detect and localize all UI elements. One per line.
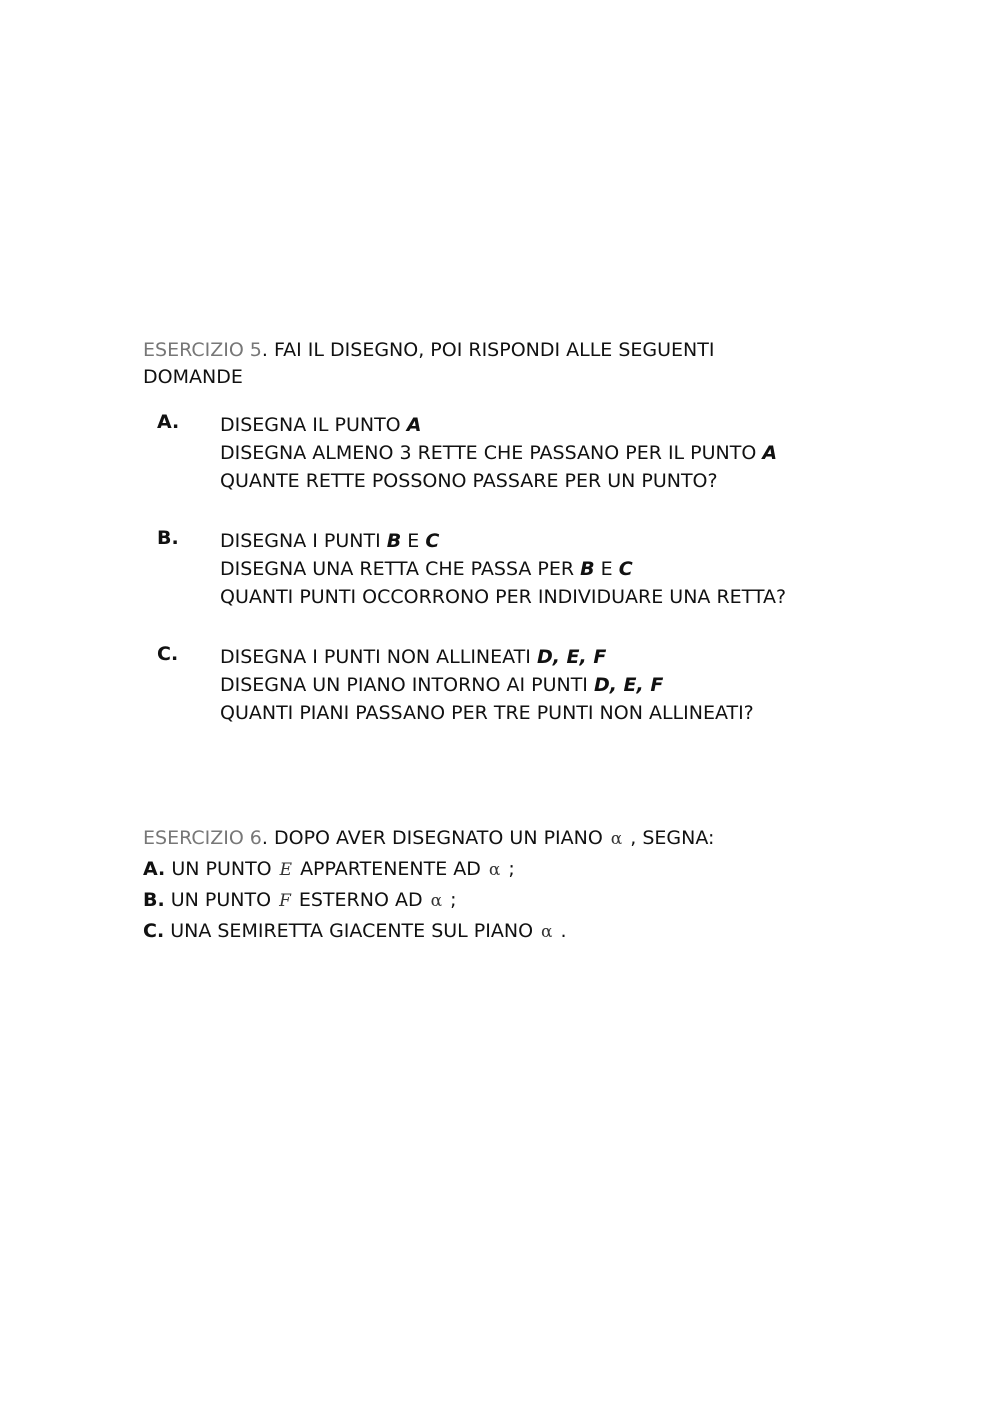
exercise-5-instruction: . FAI IL DISEGNO, POI RISPONDI ALLE SEGUENTI <box>261 339 715 361</box>
item-line-3: QUANTI PUNTI OCCORRONO PER INDIVIDUARE UNA RETTA? <box>220 586 787 608</box>
exercise-5-instruction-line2: DOMANDE <box>143 366 243 388</box>
exercise-6 <box>143 823 903 947</box>
item-line-3: QUANTE RETTE POSSONO PASSARE PER UN PUNTO? <box>220 470 718 492</box>
exercise-5-label: ESERCIZIO 5 <box>143 339 262 361</box>
item-line-3: QUANTI PIANI PASSANO PER TRE PUNTI NON ALLINEATI? <box>220 702 754 724</box>
item-letter: C. <box>157 643 179 665</box>
alpha-symbol: α <box>610 829 623 849</box>
point-f-symbol: F <box>279 891 291 911</box>
item-line-2: DISEGNA UNA RETTA CHE PASSA PER B E C <box>220 558 633 580</box>
exercise-5-title <box>143 337 843 391</box>
exercise-6-item-c: C. UNA SEMIRETTA GIACENTE SUL PIANO α . <box>143 920 567 942</box>
alpha-symbol: α <box>430 891 443 911</box>
item-line-1: DISEGNA IL PUNTO A <box>220 414 422 436</box>
exercise-6-item-a: A. UN PUNTO E APPARTENENTE AD α ; <box>143 858 515 880</box>
item-letter: B. <box>157 527 179 549</box>
item-line-1: DISEGNA I PUNTI B E C <box>220 530 440 552</box>
item-line-2: DISEGNA UN PIANO INTORNO AI PUNTI D, E, F <box>220 674 664 696</box>
alpha-symbol: α <box>541 922 553 942</box>
exercise-6-title: ESERCIZIO 6. DOPO AVER DISEGNATO UN PIANO α , SEGNA: <box>143 827 715 849</box>
point-e-symbol: E <box>279 860 293 880</box>
exercise-6-item-b: B. UN PUNTO F ESTERNO AD α ; <box>143 889 457 911</box>
alpha-symbol: α <box>488 860 501 880</box>
exercise-6-label: ESERCIZIO 6 <box>143 827 262 849</box>
item-line-2: DISEGNA ALMENO 3 RETTE CHE PASSANO PER IL PUNTO A <box>220 442 778 464</box>
item-line-1: DISEGNA I PUNTI NON ALLINEATI D, E, F <box>220 646 607 668</box>
item-letter: A. <box>157 411 180 433</box>
